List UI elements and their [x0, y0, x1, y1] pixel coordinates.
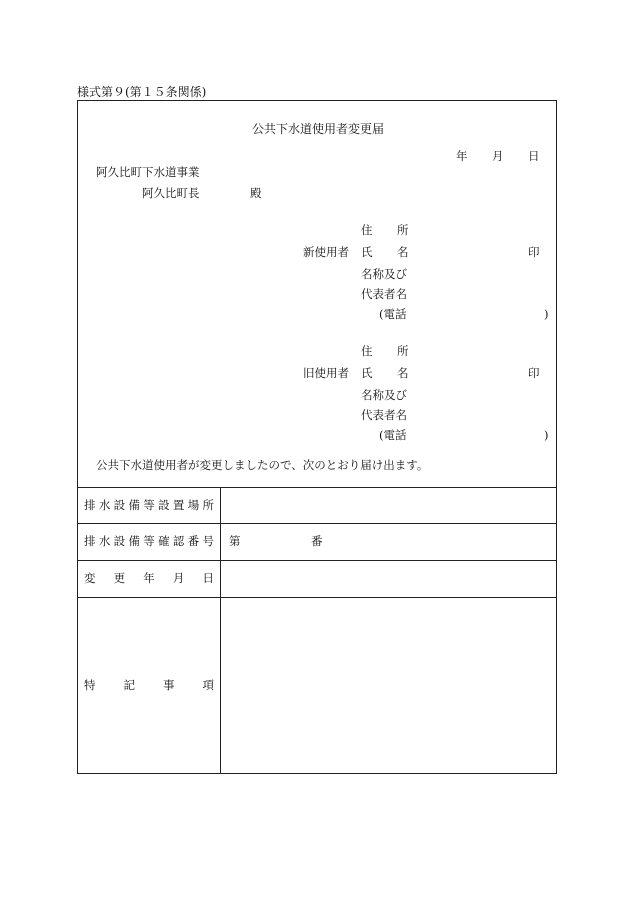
old-user-corp-line2: 代表者名 — [361, 408, 407, 422]
new-user-heading: 新使用者 — [303, 245, 349, 259]
remarks-label: 特 記 事 項 — [84, 678, 214, 692]
old-user-address-label-1: 住 — [361, 344, 373, 358]
form-title: 公共下水道使用者変更届 — [252, 122, 385, 136]
table-row-divider — [78, 560, 556, 561]
recipient-mayor: 阿久比町長 — [142, 186, 200, 200]
location-value-field[interactable] — [222, 489, 552, 521]
remarks-value-field[interactable] — [222, 599, 552, 771]
new-user-name-label-2: 名 — [397, 245, 409, 259]
change-date-value-field[interactable] — [222, 562, 552, 595]
old-user-corp-line1: 名称及び — [361, 388, 407, 402]
new-user-phone-close: ) — [544, 307, 549, 321]
old-user-name-label-2: 名 — [397, 366, 409, 380]
old-user-phone-close: ) — [544, 428, 549, 442]
old-user-address-label-2: 所 — [397, 344, 409, 358]
old-user-name-label-1: 氏 — [361, 366, 373, 380]
new-user-name-label-1: 氏 — [361, 245, 373, 259]
new-user-address-label-1: 住 — [361, 223, 373, 237]
statement-text: 公共下水道使用者が変更しましたので、次のとおり届け出ます。 — [96, 458, 429, 472]
new-user-seal: 印 — [528, 245, 540, 259]
table-row-divider — [78, 523, 556, 524]
old-user-seal: 印 — [528, 366, 540, 380]
change-date-label: 変 更 年 月 日 — [84, 571, 214, 585]
form-frame — [77, 100, 557, 774]
old-user-phone-open: (電話 — [379, 428, 407, 442]
old-user-heading: 旧使用者 — [303, 366, 349, 380]
new-user-corp-line2: 代表者名 — [361, 287, 407, 301]
new-user-corp-line1: 名称及び — [361, 267, 407, 281]
recipient-honorific: 殿 — [250, 186, 262, 200]
location-label: 排 水 設 備 等 設 置 場 所 — [84, 498, 214, 512]
table-top-border — [78, 487, 556, 488]
table-row-divider — [78, 597, 556, 598]
table-column-divider — [220, 487, 221, 773]
new-user-address-label-2: 所 — [397, 223, 409, 237]
form-number-label: 様式第９(第１５条関係) — [77, 85, 207, 99]
date-year-label: 年 — [456, 149, 468, 163]
confirmation-suffix: 番 — [311, 534, 323, 548]
new-user-phone-open: (電話 — [379, 307, 407, 321]
recipient-org: 阿久比町下水道事業 — [96, 165, 200, 179]
confirmation-prefix: 第 — [229, 534, 241, 548]
confirmation-number-label: 排 水 設 備 等 確 認 番 号 — [84, 534, 214, 548]
date-day-label: 日 — [528, 149, 540, 163]
date-month-label: 月 — [492, 149, 504, 163]
